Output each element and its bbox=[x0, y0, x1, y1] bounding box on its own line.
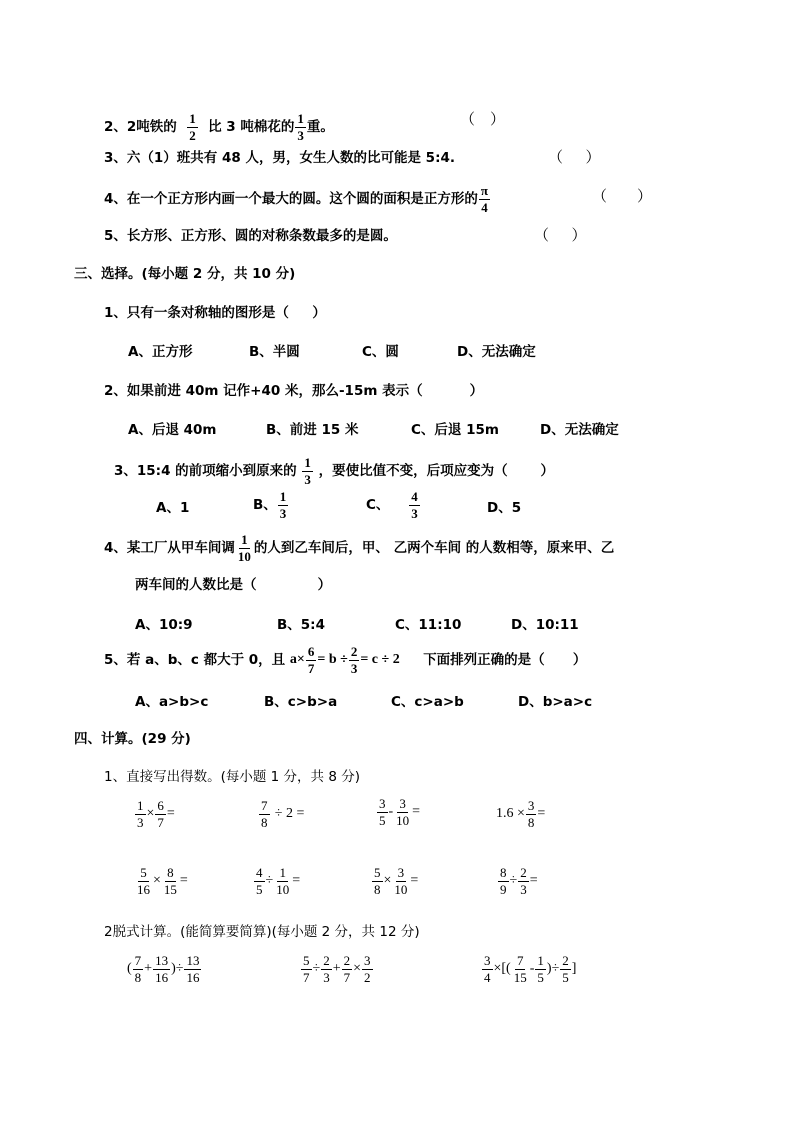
fraction: $\frac{\pi}{4}$ bbox=[480, 183, 489, 215]
option-d[interactable]: D、无法确定 bbox=[540, 422, 619, 438]
option-d[interactable]: D、无法确定 bbox=[457, 344, 536, 360]
option-d[interactable]: D、10:11 bbox=[511, 617, 579, 633]
choice-q5: 5、若 a、b、c 都大于 0，且 a× $\frac{6}{7}$ = b ÷ $\frac{2}{3}$ = c ÷ 2 下面排列正确的是（ ） bbox=[104, 644, 587, 676]
judge-q2: 2、2吨铁的 $\frac{1}{2}$ 比 3 吨棉花的 $\frac{1}{3}$ 重。 bbox=[104, 111, 334, 143]
option-a[interactable]: A、后退 40m bbox=[128, 422, 217, 438]
calc-item: $\frac{5}{16}$ × $\frac{8}{15}$ = bbox=[137, 865, 188, 897]
answer-paren-q3[interactable]: （ ） bbox=[548, 150, 601, 166]
choice-q2: 2、如果前进 40m 记作+40 米，那么-15m 表示（ ） bbox=[104, 383, 484, 399]
calc-expression: $\frac{5}{7}$ ÷ $\frac{2}{3}$ + $\frac{2}{7}$ × $\frac{3}{2}$ bbox=[303, 953, 371, 985]
section-title-calc: 四、计算。(29 分) bbox=[74, 731, 191, 747]
fraction: $\frac{1}{3}$ bbox=[304, 455, 311, 487]
option-b[interactable]: B、5:4 bbox=[277, 617, 325, 633]
option-b[interactable]: B、 $\frac{1}{3}$ bbox=[253, 489, 287, 521]
option-c[interactable]: C、后退 15m bbox=[411, 422, 499, 438]
subsection-stepwise: 2脱式计算。(能简算要简算)(每小题 2 分，共 12 分) bbox=[104, 924, 420, 940]
calc-expression: $\frac{3}{4}$ ×[( $\frac{7}{15}$ - $\frac{1}{5}$ )÷ $\frac{2}{5}$ ] bbox=[484, 953, 577, 985]
option-d[interactable]: D、5 bbox=[487, 500, 522, 516]
section-title-choice: 三、选择。(每小题 2 分，共 10 分) bbox=[74, 266, 296, 282]
option-a[interactable]: A、10:9 bbox=[135, 617, 193, 633]
fraction: $\frac{4}{3}$ bbox=[411, 489, 418, 521]
option-a[interactable]: A、1 bbox=[156, 500, 190, 516]
fraction: $\frac{1}{10}$ bbox=[237, 532, 251, 564]
choice-q3: 3、15:4 的前项缩小到原来的 $\frac{1}{3}$ ，要使比值不变，后项应变为（ ） bbox=[114, 455, 554, 487]
calc-item: $\frac{1}{3}$ × $\frac{6}{7}$ = bbox=[137, 798, 175, 830]
subsection-direct: 1、直接写出得数。(每小题 1 分，共 8 分) bbox=[104, 769, 360, 785]
fraction: $\frac{1}{2}$ bbox=[189, 111, 196, 143]
option-d[interactable]: D、b>a>c bbox=[518, 694, 593, 710]
choice-q4-line2: 两车间的人数比是（ ） bbox=[135, 577, 332, 593]
calc-item: 1.6 × $\frac{3}{8}$ = bbox=[496, 798, 546, 830]
judge-q3: 3、六（1）班共有 48 人，男，女生人数的比可能是 5:4. bbox=[104, 150, 455, 166]
judge-q5: 5、长方形、正方形、圆的对称条数最多的是圆。 bbox=[104, 228, 397, 244]
option-c[interactable]: C、圆 bbox=[362, 344, 399, 360]
answer-paren-q4[interactable]: （ ） bbox=[592, 189, 653, 205]
fraction: $\frac{2}{3}$ bbox=[350, 644, 358, 676]
calc-expression: ( $\frac{7}{8}$ + $\frac{13}{16}$ )÷ $\frac{13}{16}$ bbox=[127, 953, 200, 985]
option-b[interactable]: B、c>b>a bbox=[264, 694, 338, 710]
option-b[interactable]: B、前进 15 米 bbox=[266, 422, 359, 438]
calc-item: $\frac{7}{8}$ ÷ 2 = bbox=[261, 798, 305, 830]
answer-paren-q5[interactable]: （ ） bbox=[534, 228, 587, 244]
fraction: $\frac{1}{3}$ bbox=[279, 489, 287, 521]
option-c[interactable]: C、11:10 bbox=[395, 617, 462, 633]
answer-paren-q2[interactable]: （ ） bbox=[460, 112, 506, 128]
fraction: $\frac{1}{3}$ bbox=[297, 111, 304, 143]
choice-q1: 1、只有一条对称轴的图形是（ ） bbox=[104, 305, 326, 321]
option-c[interactable]: C、 $\frac{4}{3}$ bbox=[366, 489, 418, 521]
calc-item: $\frac{5}{8}$ × $\frac{3}{10}$ = bbox=[374, 865, 419, 897]
option-c[interactable]: C、c>a>b bbox=[391, 694, 464, 710]
calc-item: $\frac{4}{5}$ ÷ $\frac{1}{10}$ = bbox=[256, 865, 301, 897]
fraction: $\frac{6}{7}$ bbox=[307, 644, 315, 676]
calc-item: $\frac{3}{5}$ - $\frac{3}{10}$ = bbox=[379, 796, 421, 828]
calc-item: $\frac{8}{9}$ ÷ $\frac{2}{3}$ = bbox=[500, 865, 538, 897]
judge-q4: 4、在一个正方形内画一个最大的圆。这个圆的面积是正方形的 $\frac{\pi}{4}$ bbox=[104, 183, 489, 215]
option-b[interactable]: B、半圆 bbox=[249, 344, 300, 360]
option-a[interactable]: A、a>b>c bbox=[135, 694, 209, 710]
choice-q4: 4、某工厂从甲车间调 $\frac{1}{10}$ 的人到乙车间后，甲、 乙两个车间 的人数相等，原来甲、乙 bbox=[104, 532, 615, 564]
option-a[interactable]: A、正方形 bbox=[128, 344, 193, 360]
